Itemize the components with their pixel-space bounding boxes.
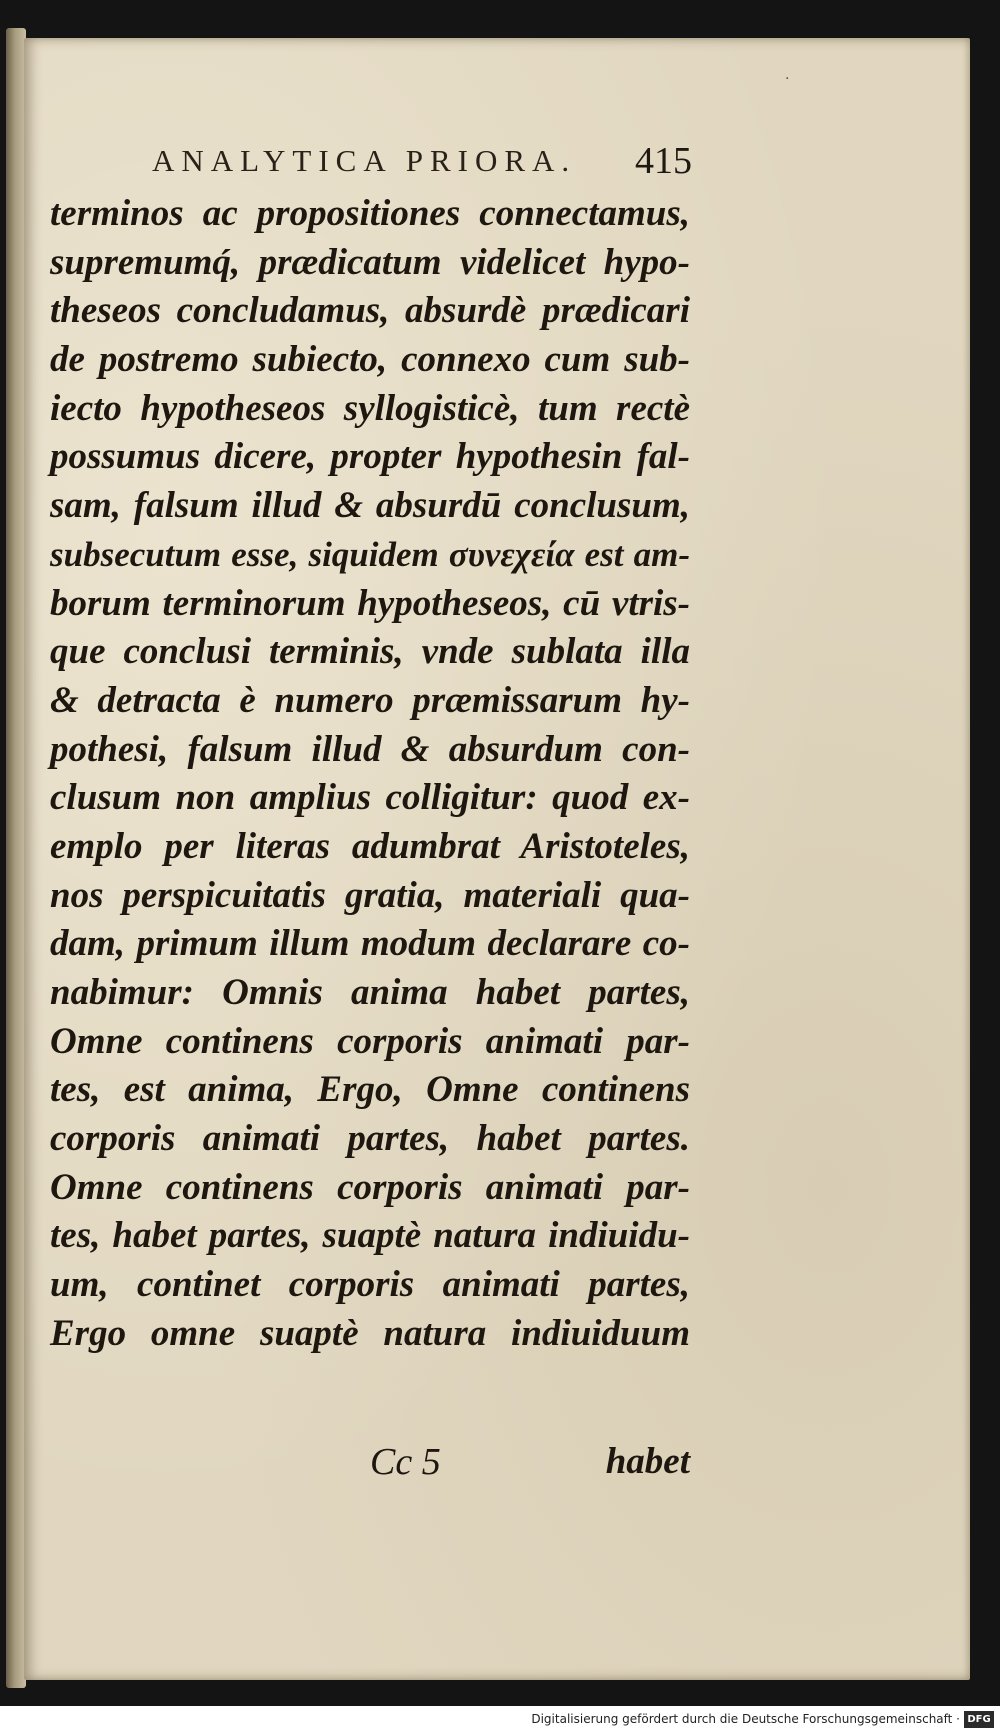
text-line: dam, primum illum modum declarare co- xyxy=(50,923,690,965)
funding-bar xyxy=(0,1706,1000,1735)
text-line: pothesi, falsum illud & absurdum con- xyxy=(50,728,690,770)
dfg-logo: DFG xyxy=(964,1711,994,1728)
text-line: Ergo omne suaptè natura indiuiduum xyxy=(50,1312,690,1354)
text-line: nabimur: Omnis anima habet partes, xyxy=(50,972,690,1013)
text-line: Omne continens corporis animati par- xyxy=(50,1020,690,1062)
body-text xyxy=(50,190,690,1359)
funding-note: Digitalisierung gefördert durch die Deutsche Forschungsgemeinschaft · xyxy=(531,1712,960,1726)
text-line: Omne continens corporis animati par- xyxy=(50,1166,690,1208)
text-line: clusum non amplius colligitur: quod ex- xyxy=(50,777,690,819)
text-line: tes, est anima, Ergo, Omne continens xyxy=(50,1069,690,1111)
text-line: terminos ac propositiones connectamus, xyxy=(50,193,690,234)
catchword: habet xyxy=(605,1441,690,1482)
text-line: nos perspicuitatis gratia, materiali qua- xyxy=(50,874,690,916)
text-line: de postremo subiecto, connexo cum sub- xyxy=(50,339,690,381)
paper-speck: · xyxy=(785,71,790,87)
page-header xyxy=(152,138,692,184)
running-title: ANALYTICA PRIORA. xyxy=(152,143,577,178)
text-line: sam, falsum illud & absurdū conclusum, xyxy=(50,485,690,527)
text-line: emplo per literas adumbrat Aristoteles, xyxy=(50,825,690,867)
page-number: 415 xyxy=(635,140,692,182)
signature-mark: Cc 5 xyxy=(370,1441,441,1483)
text-line: iecto hypotheseos syllogisticè, tum rectè xyxy=(50,387,690,429)
page-footer xyxy=(370,1440,690,1490)
text-line: possumus dicere, propter hypothesin fal- xyxy=(50,436,690,478)
page-edge xyxy=(6,28,26,1688)
text-line: que conclusi terminis, vnde sublata illa xyxy=(50,631,690,673)
text-line: & detracta è numero præmissarum hy- xyxy=(50,679,690,721)
text-line: borum terminorum hypotheseos, cū vtris- xyxy=(50,582,690,624)
text-line: supremumq́, prædicatum videlicet hypo- xyxy=(50,241,690,283)
text-line: theseos concludamus, absurdè prædicari xyxy=(50,290,690,332)
text-line: tes, habet partes, suaptè natura indiuidu- xyxy=(50,1215,690,1257)
text-line: corporis animati partes, habet partes. xyxy=(50,1118,690,1160)
text-line: um, continet corporis animati partes, xyxy=(50,1264,690,1306)
text-line: subsecutum esse, siquidem συνεχεία est am- xyxy=(50,534,690,574)
